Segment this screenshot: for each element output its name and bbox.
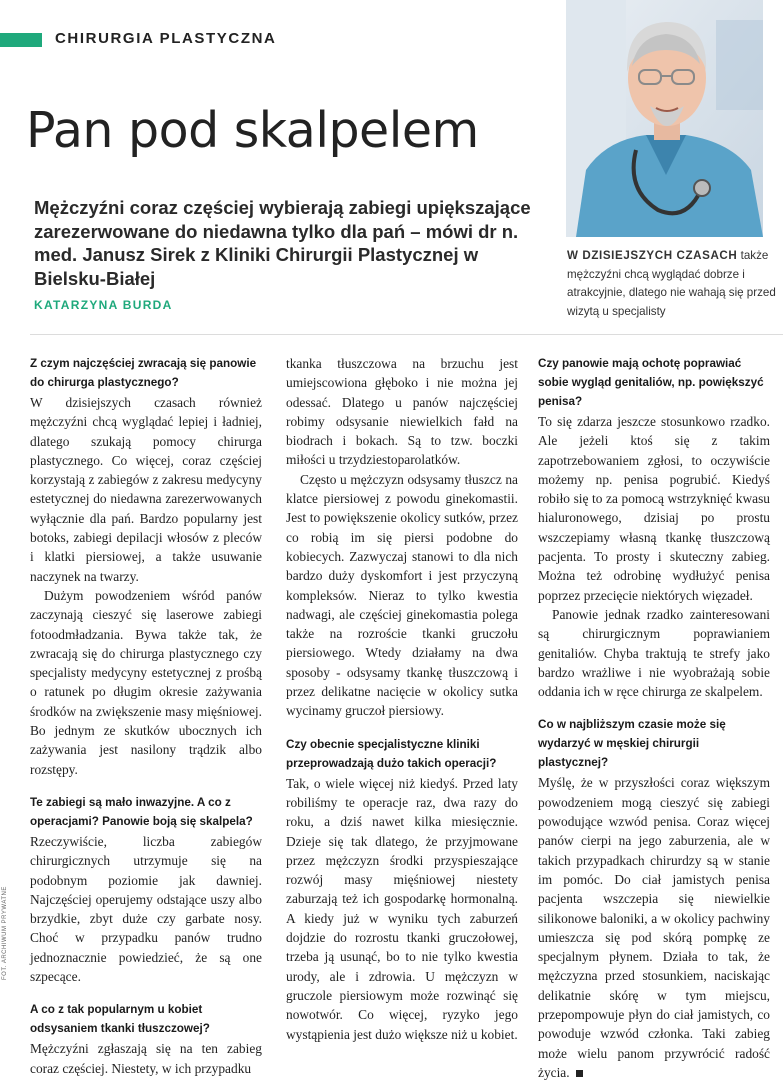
interview-question: Czy obecnie specjalistyczne kliniki przeprowadzają dużo takich operacji? xyxy=(286,737,497,770)
article-lead: Mężczyźni coraz częściej wybierają zabiegi upiększające zarezerwowane do niedawna tylko dla pań – mówi dr n. med. Janusz Sirek z Kliniki Chirurgii Plastycznej w Bielsku-Białej xyxy=(34,197,531,289)
interview-answer-paragraph: Rzeczywiście, liczba zabiegów chirurgicznych utrzymuje się na podobnym poziomie jak dawniej. Najczęściej operujemy odstające uszy albo brzydkie, zbyt duże czy garbate nosy. Choć w przypadku panów trudno jednoznacznie powiedzieć, że są one szpecące. xyxy=(30,833,262,985)
interview-question: Co w najbliższym czasie może się wydarzyć w męskiej chirurgii plastycznej? xyxy=(538,718,726,770)
article-headline: Pan pod skalpelem xyxy=(26,102,479,159)
photo-credit xyxy=(2,870,14,980)
doctor-portrait-photo xyxy=(566,0,763,237)
interview-answer-paragraph: Tak, o wiele więcej niż kiedyś. Przed laty robiliśmy te operacje raz, dwa razy do roku, a dziś nawet kilka miesięcznie. Dzieje się tak dlatego, że przyjmowane przez mężczyzn środki przyspieszające rozwój masy mięśniowej niestety zaburzają też ich gospodarkę hormonalną. A kiedy już w wyniku tych zaburzeń dojdzie do rozrostu tkanki gruczołowej, trzeba ją usunąć, bo to nie tylko kwestia urody, ale i zdrowia. U mężczyzn w gruczole piersiowym może rozwinąć się nowotwór. Co więcej, ryzyko jego wystąpienia jest dużo większe niż u kobiet. xyxy=(286,775,518,1042)
interview-question: Z czym najczęściej zwracają się panowie do chirurga plastycznego? xyxy=(30,357,257,389)
interview-answer-paragraph: tkanka tłuszczowa na brzuchu jest umiejscowiona głęboko i nie można jej odessać. Dlatego u panów najczęściej robimy odsysanie niewielkich fałd na biodrach i bokach. Są to tzw. boczki miłości u trzydziestoparolatków. xyxy=(286,356,518,468)
interview-question: A co z tak popularnym u kobiet odsysaniem tkanki tłuszczowej? xyxy=(30,1003,210,1036)
end-of-article-mark xyxy=(576,1070,583,1077)
article-column-1 xyxy=(30,354,262,1078)
photo-caption xyxy=(567,247,777,321)
interview-answer-paragraph: Często u mężczyzn odsysamy tłuszcz na klatce piersiowej z powodu ginekomastii. Jest to powiększenie okolicy sutków, przez co robią im się piersi podobne do kobiecych. Zazwyczaj stanowi to dla nich bardzo duży dyskomfort i jest przyczyną kompleksów. Nieraz to tylko kwestia nadwagi, ale częściej ginekomastia polega także na rozroście tkanki gruczołu piersiowego. Wtedy działamy na dwa sposoby - odsysamy tkankę tłuszczową i przez delikatne nacięcie w okolicy sutka wycinamy gruczoł piersiowy. xyxy=(286,471,518,719)
interview-answer-paragraph: To się zdarza jeszcze stosunkowo rzadko. Ale jeżeli ktoś się z takim zapotrzebowaniem zgłosi, to oczywiście możemy np. penisa pogrubić. Kiedyś robiło się to za pomocą wstrzyknięć kwasu hialuronowego, dzisiaj po prostu wszczepiamy własną tkankę tłuszczową pacjenta. To prosty i skuteczny zabieg. Można też odrobinę wydłużyć penisa poprzez przecięcie niektórych więzadeł. xyxy=(538,414,770,603)
interview-answer-paragraph: Mężczyźni zgłaszają się na ten zabieg coraz częściej. Niestety, w ich przypadku xyxy=(30,1041,262,1076)
interview-answer-paragraph: Myślę, że w przyszłości coraz większym powodzeniem mogą cieszyć się zabiegi powodujące wzwód penisa. Coraz więcej panów cierpi na jego zaburzenia, ale w takich przypadkach chirurdzy są w stanie im pomóc. Do ciał jamistych penisa pacjenta wszczepia się niewielkie silikonowe baloniki, a w okolicy pachwiny umieszcza się pod skórą pompkę ze specjalnym płynem. Działa to tak, że mężczyzna przed stosunkiem, naciskając delikatnie skórę w tym miejscu, przepompowuje płyn do ciał jamistych, co powoduje wzwód członka. Taki zabieg może wielu panom przywrócić radość życia. xyxy=(538,775,770,1080)
section-label: CHIRURGIA PLASTYCZNA xyxy=(55,30,277,47)
interview-answer-paragraph: W dzisiejszych czasach również mężczyźni chcą wyglądać lepiej i ładniej, dlatego szukają pomocy chirurga plastycznego. Co więcej, coraz częściej korzystają z zabiegów z zakresu medycyny estetycznej do niedawna zarezerwowanych wyłącznie dla pań. Bardzo popularny jest botoks, zabiegi depilacji włosów z pleców i klatki piersiowej, a także usuwanie naczynek na twarzy. xyxy=(30,395,262,584)
interview-question: Czy panowie mają ochotę poprawiać sobie wygląd genitaliów, np. powiększyć penisa? xyxy=(538,357,764,408)
interview-answer-paragraph: Panowie jednak rzadko zainteresowani są chirurgicznym poprawianiem genitaliów. Chyba traktują te strefy jako bardzo wrażliwe i nie wyobrażają sobie oddania ich w ręce chirurga ze skalpelem. xyxy=(538,606,770,700)
header-divider xyxy=(30,334,783,335)
caption-text: także mężczyźni chcą wyglądać dobrze i atrakcyjnie, dlatego nie wahają się przed wizytą u specjalisty xyxy=(567,249,776,318)
caption-lead: W DZISIEJSZYCH CZASACH xyxy=(567,249,738,262)
photo-credit-text: FOT. ARCHIWUM PRYWATNE xyxy=(2,886,8,980)
interview-question: Te zabiegi są mało inwazyjne. A co z operacjami? Panowie boją się skalpela? xyxy=(30,795,253,828)
section-color-bar xyxy=(0,33,42,47)
interview-answer-paragraph: Dużym powodzeniem wśród panów zaczynają cieszyć się laserowe zabiegi fotoodmładzania. Bywa także tak, że zwracają się do chirurga plastycznego czy specjalisty medycyny estetycznej z prośbą o ratunek po długim okresie zażywania środków na zwiększenie masy mięśniowej. Bo jednym ze skutków ubocznych ich zażywania jest nasilony trądzik albo rozstępy. xyxy=(30,587,262,777)
article-column-2 xyxy=(286,354,518,1044)
article-column-3 xyxy=(538,354,770,1082)
author-byline: KATARZYNA BURDA xyxy=(34,298,173,312)
